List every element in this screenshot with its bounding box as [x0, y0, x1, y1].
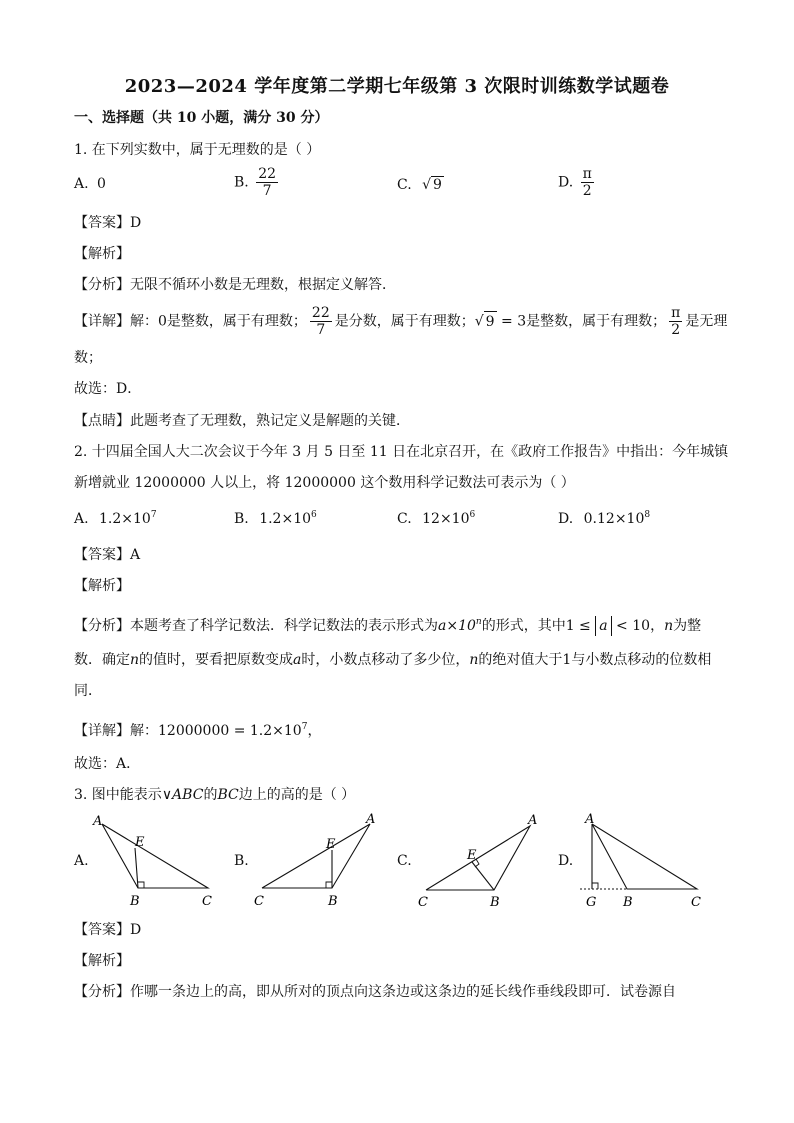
var-n: n: [664, 618, 674, 634]
q3-figure-a: [88, 810, 218, 910]
exponent: 6: [469, 510, 476, 520]
q3-stem: [74, 785, 355, 805]
option-value: 1.2×10: [259, 511, 312, 527]
exponent: 7: [150, 510, 157, 520]
equation: 12000000 = 1.2×10: [158, 723, 302, 739]
numerator: π: [582, 166, 592, 182]
denominator: 2: [582, 183, 592, 199]
answer-tag: 【答案】: [74, 547, 130, 563]
q3-option-a-label: A.: [74, 853, 89, 869]
fraction: [581, 166, 594, 199]
fenxi-tag: 【分析】: [74, 984, 130, 1000]
point-a: A: [528, 813, 538, 828]
option-label: B.: [234, 511, 249, 527]
denominator: 2: [671, 322, 681, 338]
inequality-left: 1 ≤: [565, 618, 596, 634]
q1-stem: 1. 在下列实数中，属于无理数的是（ ）: [74, 142, 321, 158]
fenxi-text: 作哪一条边上的高，即从所对的顶点向这条边或这条边的延长线作垂线段即可．试卷源自: [130, 984, 676, 1000]
option-label: D.: [558, 174, 574, 191]
sqrt-radicand: 9: [433, 177, 442, 193]
q1-option-d: [558, 166, 597, 199]
xiangjie-tag: 【详解】: [74, 313, 130, 330]
q2-option-a: [74, 510, 157, 527]
segment-bc: BC: [217, 787, 239, 803]
point-b: B: [490, 895, 500, 910]
q2-xiangjie: [74, 717, 321, 741]
xiangjie-text: 解：0是整数，属于有理数；: [130, 313, 307, 330]
fenxi-tag: 【分析】: [74, 277, 130, 293]
inequality-right: < 10: [611, 618, 651, 634]
triangle-outline: [592, 824, 697, 889]
q2-analysis-tag: 【解析】: [74, 578, 130, 594]
exponent: 6: [311, 510, 317, 520]
point-c: C: [254, 894, 264, 909]
option-value: 12×10: [422, 511, 470, 527]
q1-xiangjie: [74, 305, 727, 338]
sqrt-symbol: √: [474, 313, 484, 330]
stem-text: 3. 图中能表示: [74, 787, 162, 803]
point-e: E: [467, 848, 477, 863]
q2-answer: [74, 545, 140, 565]
triangle-outline: [426, 826, 530, 890]
fenxi-text: 时，小数点移动了多少位，: [301, 652, 470, 668]
option-label: C.: [397, 177, 412, 193]
q3-figure-d: [572, 810, 712, 910]
point-g: G: [586, 895, 597, 910]
xiangjie-text: ，: [307, 723, 322, 739]
xiangjie-text: 是无理: [685, 313, 728, 330]
sqrt-symbol: √: [422, 177, 432, 193]
xiangjie-text: 是分数，属于有理数；: [334, 313, 475, 330]
q3-figure-c: [412, 810, 547, 910]
q1-fenxi: [74, 275, 396, 295]
q2-option-b: [234, 510, 317, 527]
triangle-outline: [262, 824, 370, 888]
point-b: B: [623, 895, 633, 910]
abs-value-a: a: [595, 616, 611, 636]
point-b: B: [130, 894, 140, 909]
answer-value: D: [130, 215, 142, 231]
fenxi-text: 为整: [673, 618, 702, 634]
sqrt-radicand: 9: [484, 311, 497, 332]
point-e: E: [326, 837, 336, 852]
q1-choose: 故选：D．: [74, 381, 142, 397]
xiangjie-text: = 3是整数，属于有理数；: [496, 313, 667, 330]
fraction: [256, 166, 278, 199]
answer-value: A: [130, 547, 141, 563]
stem-text: 的: [203, 787, 218, 803]
triangle-symbol: ∨ABC: [161, 787, 204, 803]
exponent: 8: [644, 510, 651, 520]
q1-dianjing: [74, 411, 410, 431]
var-a: a: [293, 652, 302, 668]
point-a: A: [93, 814, 103, 829]
exponent: 7: [301, 722, 308, 732]
answer-tag: 【答案】: [74, 922, 130, 938]
fenxi-text: 本题考查了科学记数法．科学记数法的表示形式为: [130, 618, 438, 634]
stem-text: 边上的高的是（ ）: [238, 787, 356, 803]
q1-answer: [74, 213, 141, 233]
exponent: n: [475, 617, 482, 627]
point-c: C: [202, 894, 212, 909]
fenxi-text: 的形式，其中: [481, 618, 566, 634]
xiangjie-text: 解：: [130, 723, 158, 739]
fraction: [669, 305, 682, 338]
right-angle-mark: [592, 883, 598, 889]
q2-fenxi-line2: [74, 650, 711, 670]
option-label: D.: [558, 511, 574, 527]
point-c: C: [418, 895, 428, 910]
q3-fenxi: [74, 982, 676, 1002]
formula: a×10: [438, 618, 476, 634]
fraction: [310, 305, 332, 338]
fenxi-text: ，: [650, 618, 665, 634]
var-n: n: [130, 652, 140, 668]
denominator: 7: [262, 183, 272, 199]
q3-analysis-tag: 【解析】: [74, 953, 130, 969]
section-heading: 一、选择题（共 10 小题，满分 30 分）: [74, 110, 329, 126]
fenxi-text: 的值时，要看把原数变成: [139, 652, 294, 668]
fenxi-text: 无限不循环小数是无理数，根据定义解答．: [130, 277, 396, 293]
option-value: 1.2×10: [99, 511, 151, 527]
segment-be: [472, 862, 494, 890]
option-value: 0: [97, 176, 106, 192]
q2-option-d: [558, 510, 650, 527]
q1-xiangjie-cont: 数；: [74, 350, 102, 366]
q1-analysis-tag: 【解析】: [74, 246, 130, 262]
point-a: A: [366, 812, 376, 827]
numerator: π: [671, 305, 681, 321]
q1-option-c: [397, 176, 444, 193]
point-a: A: [585, 812, 595, 827]
q3-option-b-label: B.: [234, 853, 249, 869]
fenxi-text: 数．确定: [74, 652, 130, 668]
q3-answer: [74, 920, 141, 940]
dianjing-text: 此题考查了无理数，熟记定义是解题的关键．: [130, 413, 410, 429]
q3-option-d-label: D.: [558, 853, 574, 869]
numerator: 22: [258, 166, 277, 182]
page-title: 2023—2024 学年度第二学期七年级第 3 次限时训练数学试题卷: [124, 76, 670, 97]
right-angle-mark: [138, 882, 144, 888]
option-value: 0.12×10: [583, 511, 645, 527]
q3-option-c-label: C.: [397, 853, 412, 869]
point-b: B: [328, 894, 338, 909]
numerator: 22: [311, 305, 330, 321]
dianjing-tag: 【点睛】: [74, 413, 130, 429]
q2-option-c: [397, 510, 475, 527]
segment-be: [135, 848, 138, 888]
point-c: C: [691, 895, 701, 910]
answer-value: D: [130, 922, 142, 938]
fenxi-text: 的绝对值大于1与小数点移动的位数相: [478, 652, 712, 668]
q2-fenxi-line3: 同．: [74, 683, 102, 699]
q2-fenxi-line1: [74, 612, 701, 636]
denominator: 7: [316, 322, 326, 338]
option-label: A.: [74, 176, 89, 192]
option-label: C.: [397, 511, 412, 527]
option-label: B.: [234, 174, 249, 191]
q2-choose: 故选：A．: [74, 756, 141, 772]
q2-stem-line2: 新增就业 12000000 人以上，将 12000000 这个数用科学记数法可表示为（ ）: [74, 475, 575, 491]
point-e: E: [135, 835, 145, 850]
right-angle-mark: [326, 882, 332, 888]
answer-tag: 【答案】: [74, 215, 130, 231]
q2-stem-line1: 2. 十四届全国人大二次会议于今年 3 月 5 日至 11 日在北京召开，在《政府工作报告》中指出：今年城镇: [74, 444, 729, 460]
var-n: n: [469, 652, 479, 668]
q3-figure-b: [248, 810, 383, 910]
q1-option-b: [234, 166, 281, 199]
option-label: A.: [74, 511, 89, 527]
xiangjie-tag: 【详解】: [74, 723, 130, 739]
q1-option-a: [74, 176, 106, 192]
triangle-outline: [102, 824, 208, 888]
fenxi-tag: 【分析】: [74, 618, 130, 634]
